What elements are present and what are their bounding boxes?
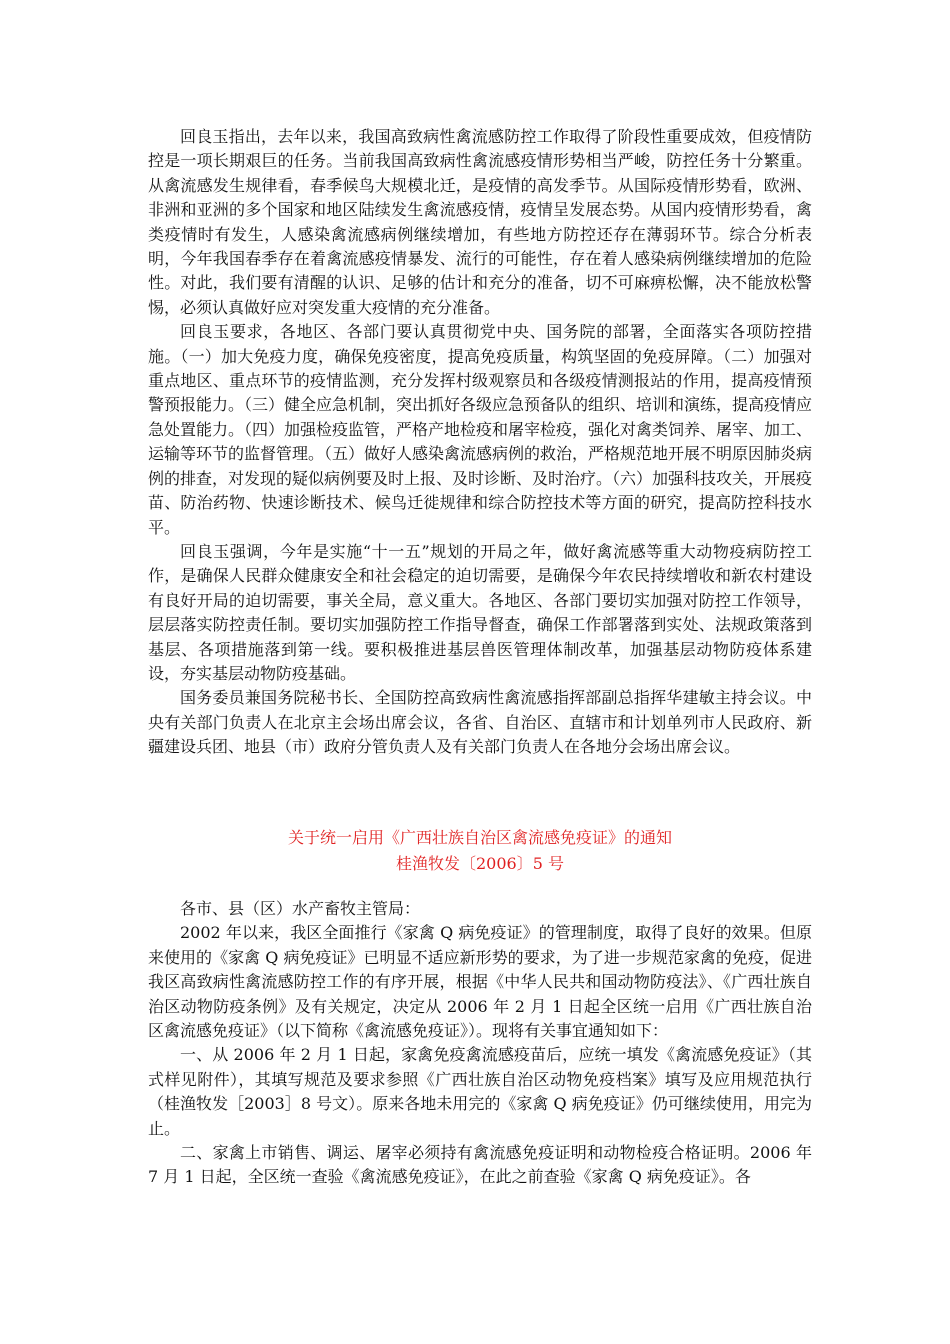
paragraph: 回良玉强调，今年是实施“十一五”规划的开局之年，做好禽流感等重大动物疫病防控工作，是确保人民群众健康安全和社会稳定的迫切需要，是确保今年农民持续增收和新农村建设有良好开局的迫切需要，事关全局，意义重大。各地区、各部门要切实加强对防控工作领导，层层落实防控责任制。要切实加强防控工作指导督查，确保工作部署落到实处、法规政策落到基层、各项措施落到第一线。要积极推进基层兽医管理体制改革，加强基层动物防疫体系建设，夯实基层动物防疫基础。 <box>148 541 812 683</box>
paragraph: 2002 年以来，我区全面推行《家禽 Q 病免疫证》的管理制度，取得了良好的效果。但原来使用的《家禽 Q 病免疫证》已明显不适应新形势的要求，为了进一步规范家禽的免疫，促进我区高致病性禽流感防控工作的有序开展，根据《中华人民共和国动物防疫法》、《广西壮族自治区动物防疫条例》及有关规定，决定从 2006 年 2 月 1 日起全区统一启用《广西壮族自治区禽流感免疫证》（以下简称《禽流感免疫证》）。现将有关事宜通知如下： <box>148 923 812 1041</box>
paragraph: 国务委员兼国务院秘书长、全国防控高致病性禽流感指挥部副总指挥华建敏主持会议。中央有关部门负责人在北京主会场出席会议，各省、自治区、直辖市和计划单列市人民政府、新疆建设兵团、地县（市）政府分管负责人及有关部门负责人在各地分会场出席会议。 <box>148 688 812 757</box>
article-body <box>148 125 812 760</box>
notice-title: 关于统一启用《广西壮族自治区禽流感免疫证》的通知 <box>287 828 672 847</box>
paragraph: 二、家禽上市销售、调运、屠宰必须持有禽流感免疫证明和动物检疫合格证明。2006 年 7 月 1 日起，全区统一查验《禽流感免疫证》，在此之前查验《家禽 Q 病免疫证》。各 <box>148 1143 812 1187</box>
paragraph: 回良玉要求，各地区、各部门要认真贯彻党中央、国务院的部署，全面落实各项防控措施。（一）加大免疫力度，确保免疫密度，提高免疫质量，构筑坚固的免疫屏障。（二）加强对重点地区、重点环节的疫情监测，充分发挥村级观察员和各级疫情测报站的作用，提高疫情预警预报能力。（三）健全应急机制，突出抓好各级应急预备队的组织、培训和演练，提高疫情应急处置能力。（四）加强检疫监管，严格产地检疫和屠宰检疫，强化对禽类饲养、屠宰、加工、运输等环节的监督管理。（五）做好人感染禽流感病例的救治，严格规范地开展不明原因肺炎病例的排查，对发现的疑似病例要及时上报、及时诊断、及时治疗。（六）加强科技攻关，开展疫苗、防治药物、快速诊断技术、候鸟迁徙规律和综合防控技术等方面的研究，提高防控科技水平。 <box>148 322 813 537</box>
notice-salutation: 各市、县（区）水产畜牧主管局： <box>180 899 421 918</box>
notice-body <box>148 897 812 1190</box>
notice-document-number: 桂渔牧发〔2006〕5 号 <box>396 854 564 873</box>
paragraph: 回良玉指出，去年以来，我国高致病性禽流感防控工作取得了阶段性重要成效，但疫情防控是一项长期艰巨的任务。当前我国高致病性禽流感疫情形势相当严峻，防控任务十分繁重。从禽流感发生规律看，春季候鸟大规模北迁，是疫情的高发季节。从国际疫情形势看，欧洲、非洲和亚洲的多个国家和地区陆续发生禽流感疫情，疫情呈发展态势。从国内疫情形势看，禽类疫情时有发生，人感染禽流感病例继续增加，有些地方防控还存在薄弱环节。综合分析表明，今年我国春季存在着禽流感疫情暴发、流行的可能性，存在着人感染病例继续增加的危险性。对此，我们要有清醒的认识、足够的估计和充分的准备，切不可麻痹松懈，决不能放松警惕，必须认真做好应对突发重大疫情的充分准备。 <box>148 127 812 317</box>
paragraph: 一、从 2006 年 2 月 1 日起，家禽免疫禽流感疫苗后，应统一填发《禽流感免疫证》（其式样见附件），其填写规范及要求参照《广西壮族自治区动物免疫档案》填写及应用规范执行（桂渔牧发［2003］8 号文）。原来各地未用完的《家禽 Q 病免疫证》仍可继续使用，用完为止。 <box>148 1045 812 1138</box>
